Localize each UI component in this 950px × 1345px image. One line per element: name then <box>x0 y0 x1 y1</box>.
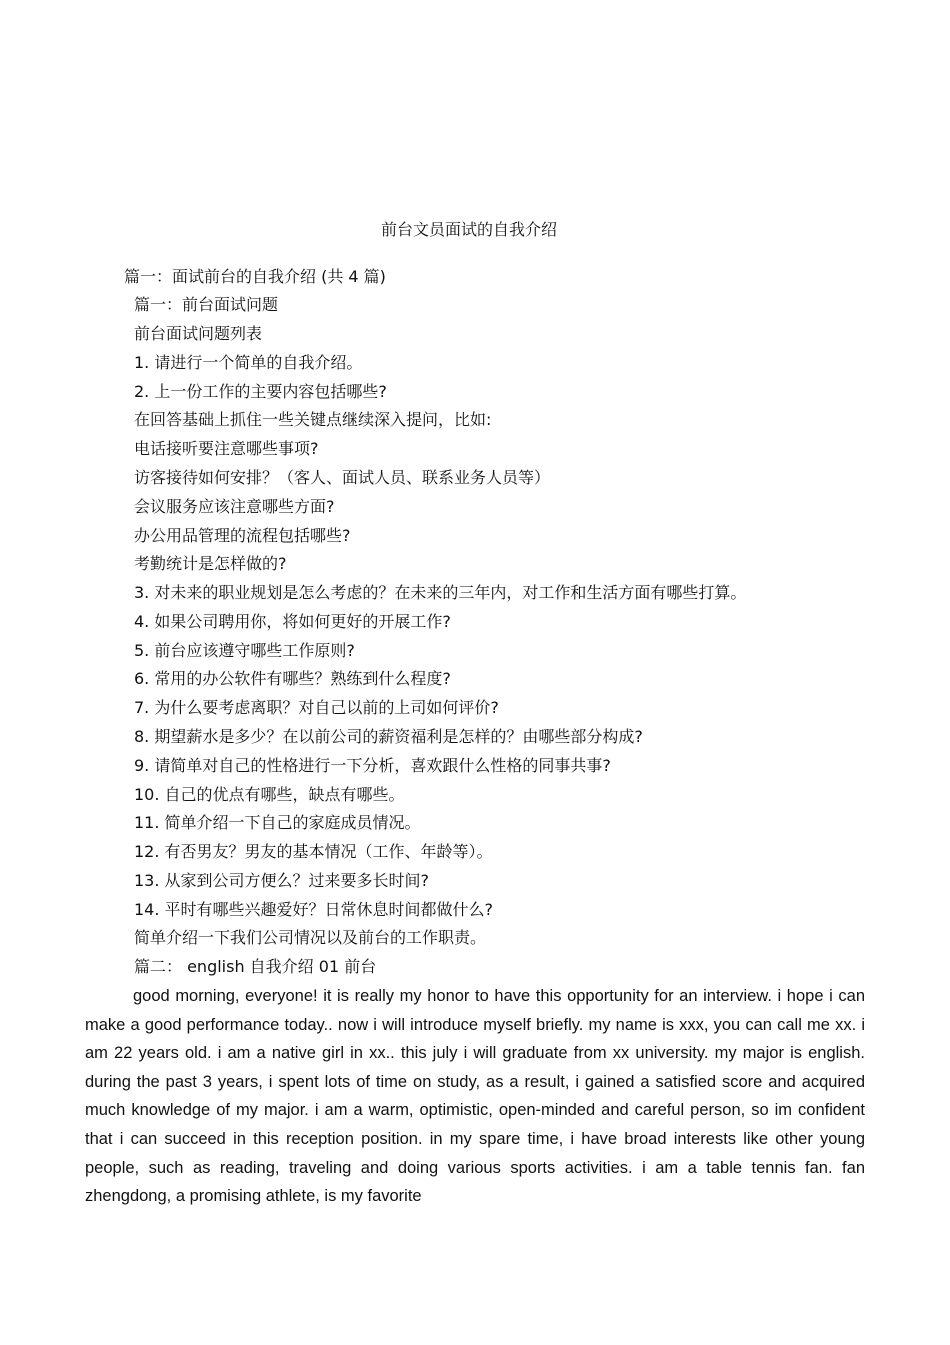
section-heading: 篇一：面试前台的自我介绍 (共 4 篇) <box>124 267 386 286</box>
list-item: 会议服务应该注意哪些方面? <box>134 497 335 516</box>
list-item: 10. 自己的优点有哪些，缺点有哪些。 <box>134 785 405 804</box>
list-item: 7. 为什么要考虑离职？对自己以前的上司如何评价? <box>134 698 499 717</box>
list-item: 6. 常用的办公软件有哪些？熟练到什么程度? <box>134 669 451 688</box>
list-item: 电话接听要注意哪些事项? <box>134 439 319 458</box>
document-title: 前台文员面试的自我介绍 <box>380 220 557 239</box>
subsection-heading: 篇一：前台面试问题 <box>134 295 279 314</box>
list-item: 1. 请进行一个简单的自我介绍。 <box>134 353 363 372</box>
list-item: 2. 上一份工作的主要内容包括哪些? <box>134 382 387 401</box>
list-item: 简单介绍一下我们公司情况以及前台的工作职责。 <box>134 928 487 947</box>
list-item: 在回答基础上抓住一些关键点继续深入提问，比如: <box>134 410 492 429</box>
english-paragraph: good morning, everyone! it is really my honor to have this opportunity for an interview. i hope i can make a good performance today.. now i will introduce myself briefly. my name is xxx, you can call me xx. i am 22 years old. i am a native girl in xx.. this july i will graduate from xx university. my major is english. during the past 3 years, i spent lots of time on study, as a result, i gained a satisfied score and acquired much knowledge of my major. i am a warm, optimistic, open-minded and careful person, so im confident that i can succeed in this reception position. in my spare time, i have broad interests like other young people, such as reading, traveling and doing various sports activities. i am a table tennis fan. fan zhengdong, a promising athlete, is my favorite <box>85 987 865 1206</box>
subsection-heading: 篇二： english 自我介绍 01 前台 <box>134 957 377 976</box>
list-item: 5. 前台应该遵守哪些工作原则? <box>134 641 355 660</box>
list-item: 13. 从家到公司方便么？过来要多长时间? <box>134 871 430 890</box>
list-item: 14. 平时有哪些兴趣爱好？日常休息时间都做什么? <box>134 900 494 919</box>
list-item: 办公用品管理的流程包括哪些? <box>134 526 351 545</box>
list-item: 8. 期望薪水是多少？在以前公司的薪资福利是怎样的？由哪些部分构成? <box>134 727 643 746</box>
list-item: 考勤统计是怎样做的? <box>134 554 287 573</box>
list-item: 11. 简单介绍一下自己的家庭成员情况。 <box>134 813 421 832</box>
list-item: 3. 对未来的职业规划是怎么考虑的？在未来的三年内，对工作和生活方面有哪些打算。 <box>134 583 747 602</box>
list-item: 12. 有否男友？男友的基本情况（工作、年龄等）。 <box>134 842 493 861</box>
list-heading: 前台面试问题列表 <box>134 324 263 343</box>
list-item: 9. 请简单对自己的性格进行一下分析，喜欢跟什么性格的同事共事? <box>134 756 611 775</box>
list-item: 访客接待如何安排？（客人、面试人员、联系业务人员等） <box>134 468 551 487</box>
list-item: 4. 如果公司聘用你，将如何更好的开展工作? <box>134 612 451 631</box>
